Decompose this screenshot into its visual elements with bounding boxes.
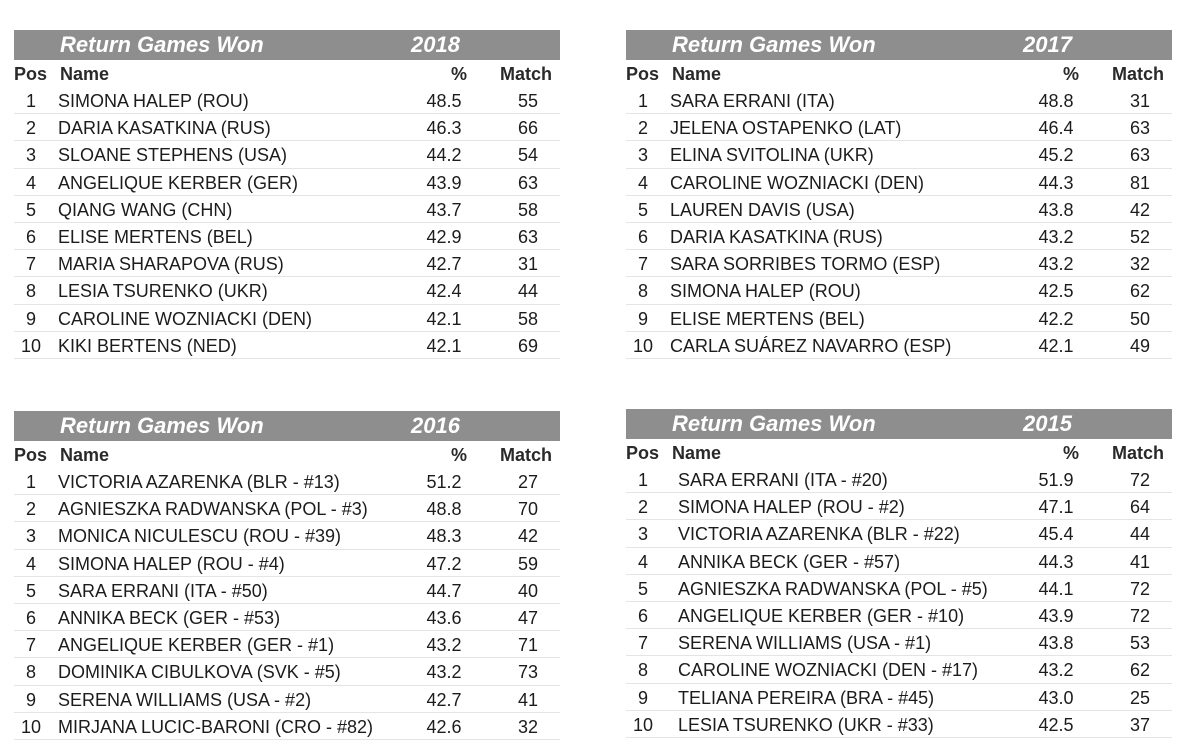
- cell-player-name: SARA SORRIBES TORMO (ESP): [670, 254, 941, 275]
- table-2017: [626, 30, 1172, 359]
- cell-percent: 42.7: [426, 689, 462, 710]
- cell-pos: 6: [637, 605, 648, 626]
- cell-pos: 3: [637, 524, 648, 545]
- table-title: Return Games Won: [672, 411, 876, 436]
- cell-percent: 51.9: [1038, 470, 1074, 490]
- table-row: [626, 141, 1172, 168]
- table-row: [626, 575, 1172, 602]
- cell-pos: 2: [25, 499, 36, 520]
- cell-player-name: SARA ERRANI (ITA - #20): [678, 470, 888, 490]
- cell-match: 63: [517, 226, 539, 247]
- table-row: [626, 196, 1172, 223]
- cell-match: 66: [517, 118, 539, 139]
- cell-pos: 4: [637, 172, 648, 193]
- cell-pos: 8: [637, 281, 648, 302]
- cell-pos: 6: [637, 226, 648, 247]
- table-row: [14, 196, 560, 223]
- cell-player-name: DARIA KASATKINA (RUS): [58, 118, 271, 139]
- cell-match: 25: [1129, 687, 1151, 708]
- cell-player-name: ANNIKA BECK (GER - #53): [58, 607, 281, 628]
- table-year: 2016: [411, 413, 460, 438]
- cell-match: 58: [517, 308, 539, 329]
- cell-match: 63: [1129, 118, 1151, 139]
- table-row: [14, 522, 560, 549]
- header-pos: Pos: [14, 64, 48, 84]
- header-percent: %: [1063, 443, 1080, 463]
- table-title-bar: [14, 411, 560, 441]
- cell-player-name: VICTORIA AZARENKA (BLR - #22): [678, 524, 960, 545]
- cell-player-name: ELINA SVITOLINA (UKR): [670, 145, 874, 166]
- cell-match: 55: [517, 91, 539, 111]
- table-row: [14, 250, 560, 277]
- cell-pos: 3: [637, 145, 648, 166]
- cell-match: 31: [517, 254, 539, 275]
- cell-player-name: LESIA TSURENKO (UKR): [58, 281, 268, 302]
- cell-player-name: ANGELIQUE KERBER (GER - #10): [678, 605, 965, 626]
- cell-player-name: KIKI BERTENS (NED): [58, 335, 237, 356]
- cell-pos: 6: [25, 607, 36, 628]
- cell-player-name: CAROLINE WOZNIACKI (DEN): [670, 172, 925, 193]
- cell-player-name: SARA ERRANI (ITA): [670, 91, 835, 111]
- header-percent: %: [451, 64, 468, 84]
- cell-pos: 9: [25, 308, 36, 329]
- cell-pos: 5: [637, 578, 648, 599]
- cell-percent: 46.4: [1038, 118, 1074, 139]
- cell-player-name: SIMONA HALEP (ROU): [670, 281, 861, 302]
- cell-percent: 42.5: [1038, 714, 1074, 735]
- cell-match: 72: [1129, 578, 1151, 599]
- table-title: Return Games Won: [60, 32, 264, 57]
- table-row: [14, 141, 560, 168]
- table-2016: [14, 411, 560, 740]
- cell-percent: 42.6: [426, 716, 462, 737]
- cell-pos: 3: [25, 145, 36, 166]
- cell-match: 59: [517, 553, 539, 574]
- cell-match: 81: [1129, 172, 1151, 193]
- table-row: [626, 250, 1172, 277]
- cell-match: 44: [517, 281, 539, 302]
- cell-pos: 10: [20, 335, 42, 356]
- cell-pos: 8: [637, 660, 648, 681]
- cell-player-name: ELISE MERTENS (BEL): [58, 226, 253, 247]
- column-header-row: [626, 60, 1172, 87]
- cell-match: 63: [517, 172, 539, 193]
- table-row: [626, 493, 1172, 520]
- cell-player-name: DOMINIKA CIBULKOVA (SVK - #5): [58, 662, 341, 683]
- cell-player-name: ANGELIQUE KERBER (GER): [58, 172, 299, 193]
- table-row: [626, 305, 1172, 332]
- table-row: [14, 305, 560, 332]
- header-match: Match: [500, 64, 553, 84]
- cell-player-name: SERENA WILLIAMS (USA - #1): [678, 633, 932, 654]
- column-header-row: [14, 441, 560, 468]
- cell-match: 47: [517, 607, 539, 628]
- cell-player-name: DARIA KASATKINA (RUS): [670, 226, 883, 247]
- cell-match: 44: [1129, 524, 1151, 545]
- table-title: Return Games Won: [672, 32, 876, 57]
- table-row: [14, 223, 560, 250]
- cell-percent: 43.2: [1038, 226, 1074, 247]
- cell-player-name: MIRJANA LUCIC-BARONI (CRO - #82): [58, 716, 374, 737]
- cell-percent: 43.2: [1038, 254, 1074, 275]
- cell-match: 58: [517, 199, 539, 220]
- cell-percent: 43.2: [426, 662, 462, 683]
- cell-percent: 43.8: [1038, 633, 1074, 654]
- table-row: [626, 602, 1172, 629]
- cell-pos: 2: [637, 497, 648, 518]
- cell-percent: 43.9: [426, 172, 462, 193]
- header-name: Name: [672, 443, 722, 463]
- cell-pos: 2: [25, 118, 36, 139]
- cell-percent: 42.1: [426, 335, 462, 356]
- header-percent: %: [1063, 64, 1080, 84]
- cell-pos: 4: [25, 553, 36, 574]
- table-row: [626, 223, 1172, 250]
- table-row: [626, 169, 1172, 196]
- table-year: 2018: [411, 32, 460, 57]
- header-pos: Pos: [626, 64, 660, 84]
- table-row: [14, 87, 560, 114]
- table-row: [626, 629, 1172, 656]
- cell-pos: 10: [632, 335, 654, 356]
- cell-percent: 42.2: [1038, 308, 1074, 329]
- cell-percent: 42.7: [426, 254, 462, 275]
- table-row: [14, 495, 560, 522]
- cell-match: 42: [517, 526, 539, 547]
- cell-pos: 1: [25, 472, 36, 492]
- cell-match: 32: [517, 716, 539, 737]
- cell-percent: 43.9: [1038, 605, 1074, 626]
- cell-percent: 44.3: [1038, 172, 1074, 193]
- cell-player-name: SIMONA HALEP (ROU - #2): [678, 497, 905, 518]
- cell-pos: 1: [637, 91, 648, 111]
- cell-match: 69: [517, 335, 539, 356]
- table-row: [626, 332, 1172, 359]
- table-2018: [14, 30, 560, 359]
- cell-percent: 48.8: [1038, 91, 1074, 111]
- cell-match: 31: [1129, 91, 1151, 111]
- cell-percent: 47.1: [1038, 497, 1074, 518]
- cell-player-name: CAROLINE WOZNIACKI (DEN): [58, 308, 313, 329]
- cell-player-name: AGNIESZKA RADWANSKA (POL - #3): [58, 499, 368, 520]
- cell-match: 70: [517, 499, 539, 520]
- table-row: [626, 711, 1172, 738]
- table-row: [14, 169, 560, 196]
- cell-player-name: AGNIESZKA RADWANSKA (POL - #5): [678, 578, 988, 599]
- cell-pos: 7: [637, 633, 648, 654]
- cell-percent: 44.7: [426, 580, 462, 601]
- cell-percent: 42.1: [1038, 335, 1074, 356]
- cell-match: 37: [1129, 714, 1151, 735]
- cell-pos: 7: [25, 254, 36, 275]
- cell-player-name: SERENA WILLIAMS (USA - #2): [58, 689, 312, 710]
- cell-match: 72: [1129, 605, 1151, 626]
- cell-percent: 43.8: [1038, 199, 1074, 220]
- cell-match: 73: [517, 662, 539, 683]
- table-2015: [626, 409, 1172, 738]
- cell-percent: 42.5: [1038, 281, 1074, 302]
- cell-pos: 9: [25, 689, 36, 710]
- table-row: [14, 631, 560, 658]
- cell-percent: 43.2: [426, 635, 462, 656]
- cell-player-name: SLOANE STEPHENS (USA): [58, 145, 288, 166]
- cell-match: 54: [517, 145, 539, 166]
- cell-percent: 42.1: [426, 308, 462, 329]
- cell-match: 53: [1129, 633, 1151, 654]
- cell-player-name: MARIA SHARAPOVA (RUS): [58, 254, 284, 275]
- cell-pos: 5: [637, 199, 648, 220]
- cell-pos: 4: [637, 551, 648, 572]
- cell-pos: 5: [25, 580, 36, 601]
- cell-percent: 48.3: [426, 526, 462, 547]
- header-name: Name: [60, 445, 110, 465]
- cell-player-name: CAROLINE WOZNIACKI (DEN - #17): [678, 660, 979, 681]
- header-pos: Pos: [14, 445, 48, 465]
- cell-player-name: ANNIKA BECK (GER - #57): [678, 551, 901, 572]
- cell-percent: 42.4: [426, 281, 462, 302]
- cell-match: 62: [1129, 660, 1151, 681]
- cell-percent: 44.3: [1038, 551, 1074, 572]
- table-row: [14, 658, 560, 685]
- table-year: 2017: [1023, 32, 1072, 57]
- table-row: [14, 604, 560, 631]
- header-pos: Pos: [626, 443, 660, 463]
- table-row: [14, 468, 560, 495]
- cell-match: 50: [1129, 308, 1151, 329]
- cell-percent: 47.2: [426, 553, 462, 574]
- cell-player-name: QIANG WANG (CHN): [58, 199, 233, 220]
- table-title-bar: [14, 30, 560, 60]
- header-match: Match: [1112, 443, 1165, 463]
- cell-percent: 43.6: [426, 607, 462, 628]
- cell-percent: 43.2: [1038, 660, 1074, 681]
- cell-pos: 10: [632, 714, 654, 735]
- table-row: [626, 520, 1172, 547]
- table-row: [14, 713, 560, 740]
- table-title-bar: [626, 409, 1172, 439]
- cell-player-name: JELENA OSTAPENKO (LAT): [670, 118, 902, 139]
- cell-player-name: ELISE MERTENS (BEL): [670, 308, 865, 329]
- table-row: [14, 277, 560, 304]
- table-row: [626, 87, 1172, 114]
- cell-match: 64: [1129, 497, 1151, 518]
- table-row: [626, 548, 1172, 575]
- header-name: Name: [60, 64, 110, 84]
- cell-pos: 5: [25, 199, 36, 220]
- table-title-bar: [626, 30, 1172, 60]
- cell-player-name: LAUREN DAVIS (USA): [670, 199, 855, 220]
- cell-pos: 1: [637, 470, 648, 490]
- cell-player-name: SIMONA HALEP (ROU): [58, 91, 249, 111]
- cell-player-name: SIMONA HALEP (ROU - #4): [58, 553, 285, 574]
- cell-pos: 7: [637, 254, 648, 275]
- cell-match: 32: [1129, 254, 1151, 275]
- cell-player-name: MONICA NICULESCU (ROU - #39): [58, 526, 342, 547]
- cell-percent: 42.9: [426, 226, 462, 247]
- cell-match: 71: [517, 635, 539, 656]
- cell-pos: 2: [637, 118, 648, 139]
- cell-match: 72: [1129, 470, 1151, 490]
- header-match: Match: [1112, 64, 1165, 84]
- table-row: [14, 332, 560, 359]
- cell-match: 49: [1129, 335, 1151, 356]
- cell-pos: 3: [25, 526, 36, 547]
- cell-pos: 8: [25, 281, 36, 302]
- cell-match: 62: [1129, 281, 1151, 302]
- cell-percent: 45.2: [1038, 145, 1074, 166]
- cell-percent: 46.3: [426, 118, 462, 139]
- cell-match: 40: [517, 580, 539, 601]
- cell-pos: 1: [25, 91, 36, 111]
- table-row: [626, 466, 1172, 493]
- header-name: Name: [672, 64, 722, 84]
- cell-percent: 43.7: [426, 199, 462, 220]
- cell-player-name: LESIA TSURENKO (UKR - #33): [678, 714, 934, 735]
- cell-player-name: ANGELIQUE KERBER (GER - #1): [58, 635, 335, 656]
- cell-player-name: CARLA SUÁREZ NAVARRO (ESP): [670, 335, 952, 356]
- header-percent: %: [451, 445, 468, 465]
- cell-match: 52: [1129, 226, 1151, 247]
- table-row: [626, 114, 1172, 141]
- cell-match: 41: [1129, 551, 1151, 572]
- column-header-row: [626, 439, 1172, 466]
- cell-player-name: TELIANA PEREIRA (BRA - #45): [678, 687, 935, 708]
- table-title: Return Games Won: [60, 413, 264, 438]
- table-row: [626, 656, 1172, 683]
- cell-match: 63: [1129, 145, 1151, 166]
- table-row: [626, 277, 1172, 304]
- cell-percent: 44.1: [1038, 578, 1074, 599]
- table-row: [14, 114, 560, 141]
- column-header-row: [14, 60, 560, 87]
- cell-match: 27: [517, 472, 539, 492]
- table-row: [14, 577, 560, 604]
- cell-pos: 9: [637, 308, 648, 329]
- table-year: 2015: [1023, 411, 1072, 436]
- cell-match: 41: [517, 689, 539, 710]
- cell-percent: 51.2: [426, 472, 462, 492]
- cell-player-name: VICTORIA AZARENKA (BLR - #13): [58, 472, 340, 492]
- cell-player-name: SARA ERRANI (ITA - #50): [58, 580, 268, 601]
- cell-pos: 7: [25, 635, 36, 656]
- cell-percent: 48.5: [426, 91, 462, 111]
- cell-pos: 9: [637, 687, 648, 708]
- table-row: [14, 550, 560, 577]
- cell-percent: 43.0: [1038, 687, 1074, 708]
- cell-percent: 48.8: [426, 499, 462, 520]
- table-row: [14, 686, 560, 713]
- cell-match: 42: [1129, 199, 1151, 220]
- cell-percent: 45.4: [1038, 524, 1074, 545]
- cell-percent: 44.2: [426, 145, 462, 166]
- cell-pos: 8: [25, 662, 36, 683]
- table-row: [626, 684, 1172, 711]
- cell-pos: 10: [20, 716, 42, 737]
- cell-pos: 4: [25, 172, 36, 193]
- header-match: Match: [500, 445, 553, 465]
- cell-pos: 6: [25, 226, 36, 247]
